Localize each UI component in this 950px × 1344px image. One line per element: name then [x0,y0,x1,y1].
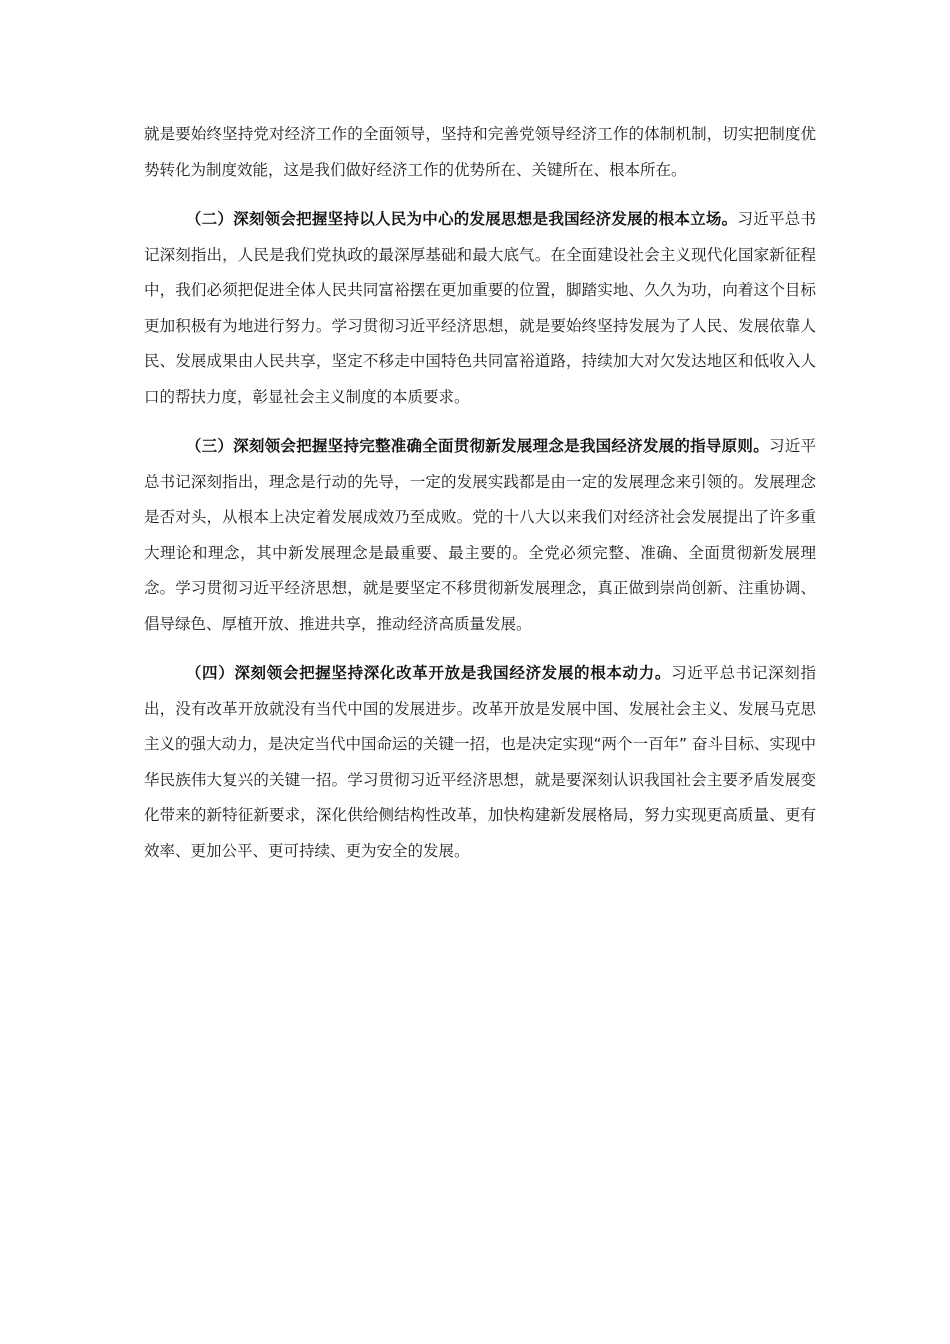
paragraph-section-3 [144,429,816,642]
document-body [144,117,816,869]
paragraph-body: 习近平总书记深刻指出，人民是我们党执政的最深厚基础和最大底气。在全面建设社会主义现代化国家新征程中，我们必须把促进全体人民共同富裕摆在更加重要的位置，脚踏实地、久久为功，向着这个目标更加积极有为地进行努力。学习贯彻习近平经济思想，就是要始终坚持发展为了人民、发展依靠人民、发展成果由人民共享，坚定不移走中国特色共同富裕道路，持续加大对欠发达地区和低收入人口的帮扶力度，彰显社会主义制度的本质要求。 [144,210,816,406]
paragraph-body: 就是要始终坚持党对经济工作的全面领导，坚持和完善党领导经济工作的体制机制，切实把制度优势转化为制度效能，这是我们做好经济工作的优势所在、关键所在、根本所在。 [144,125,816,179]
paragraph-section-2 [144,202,816,415]
section-heading-3: （三）深刻领会把握坚持完整准确全面贯彻新发展理念是我国经济发展的指导原则。 [185,437,769,455]
paragraph-continuation [144,117,816,188]
paragraph-section-4 [144,656,816,869]
section-heading-2: （二）深刻领会把握坚持以人民为中心的发展思想是我国经济发展的根本立场。 [185,210,738,228]
paragraph-body: 习近平总书记深刻指出，理念是行动的先导，一定的发展实践都是由一定的发展理念来引领的。发展理念是否对头，从根本上决定着发展成效乃至成败。党的十八大以来我们对经济社会发展提出了许多重大理论和理念，其中新发展理念是最重要、最主要的。全党必须完整、准确、全面贯彻新发展理念。学习贯彻习近平经济思想，就是要坚定不移贯彻新发展理念，真正做到崇尚创新、注重协调、倡导绿色、厚植开放、推进共享，推动经济高质量发展。 [144,437,816,633]
section-heading-4: （四）深刻领会把握坚持深化改革开放是我国经济发展的根本动力。 [185,664,672,682]
paragraph-body: 习近平总书记深刻指出，没有改革开放就没有当代中国的发展进步。改革开放是发展中国、发展社会主义、发展马克思主义的强大动力，是决定当代中国命运的关键一招，也是决定实现“两个一百年” 奋斗目标、实现中华民族伟大复兴的关键一招。学习贯彻习近平经济思想，就是要深刻认识我国社会主要矛盾发展变化带来的新特征新要求，深化供给侧结构性改革，加快构建新发展格局，努力实现更高质量、更有效率、更加公平、更可持续、更为安全的发展。 [144,664,816,860]
